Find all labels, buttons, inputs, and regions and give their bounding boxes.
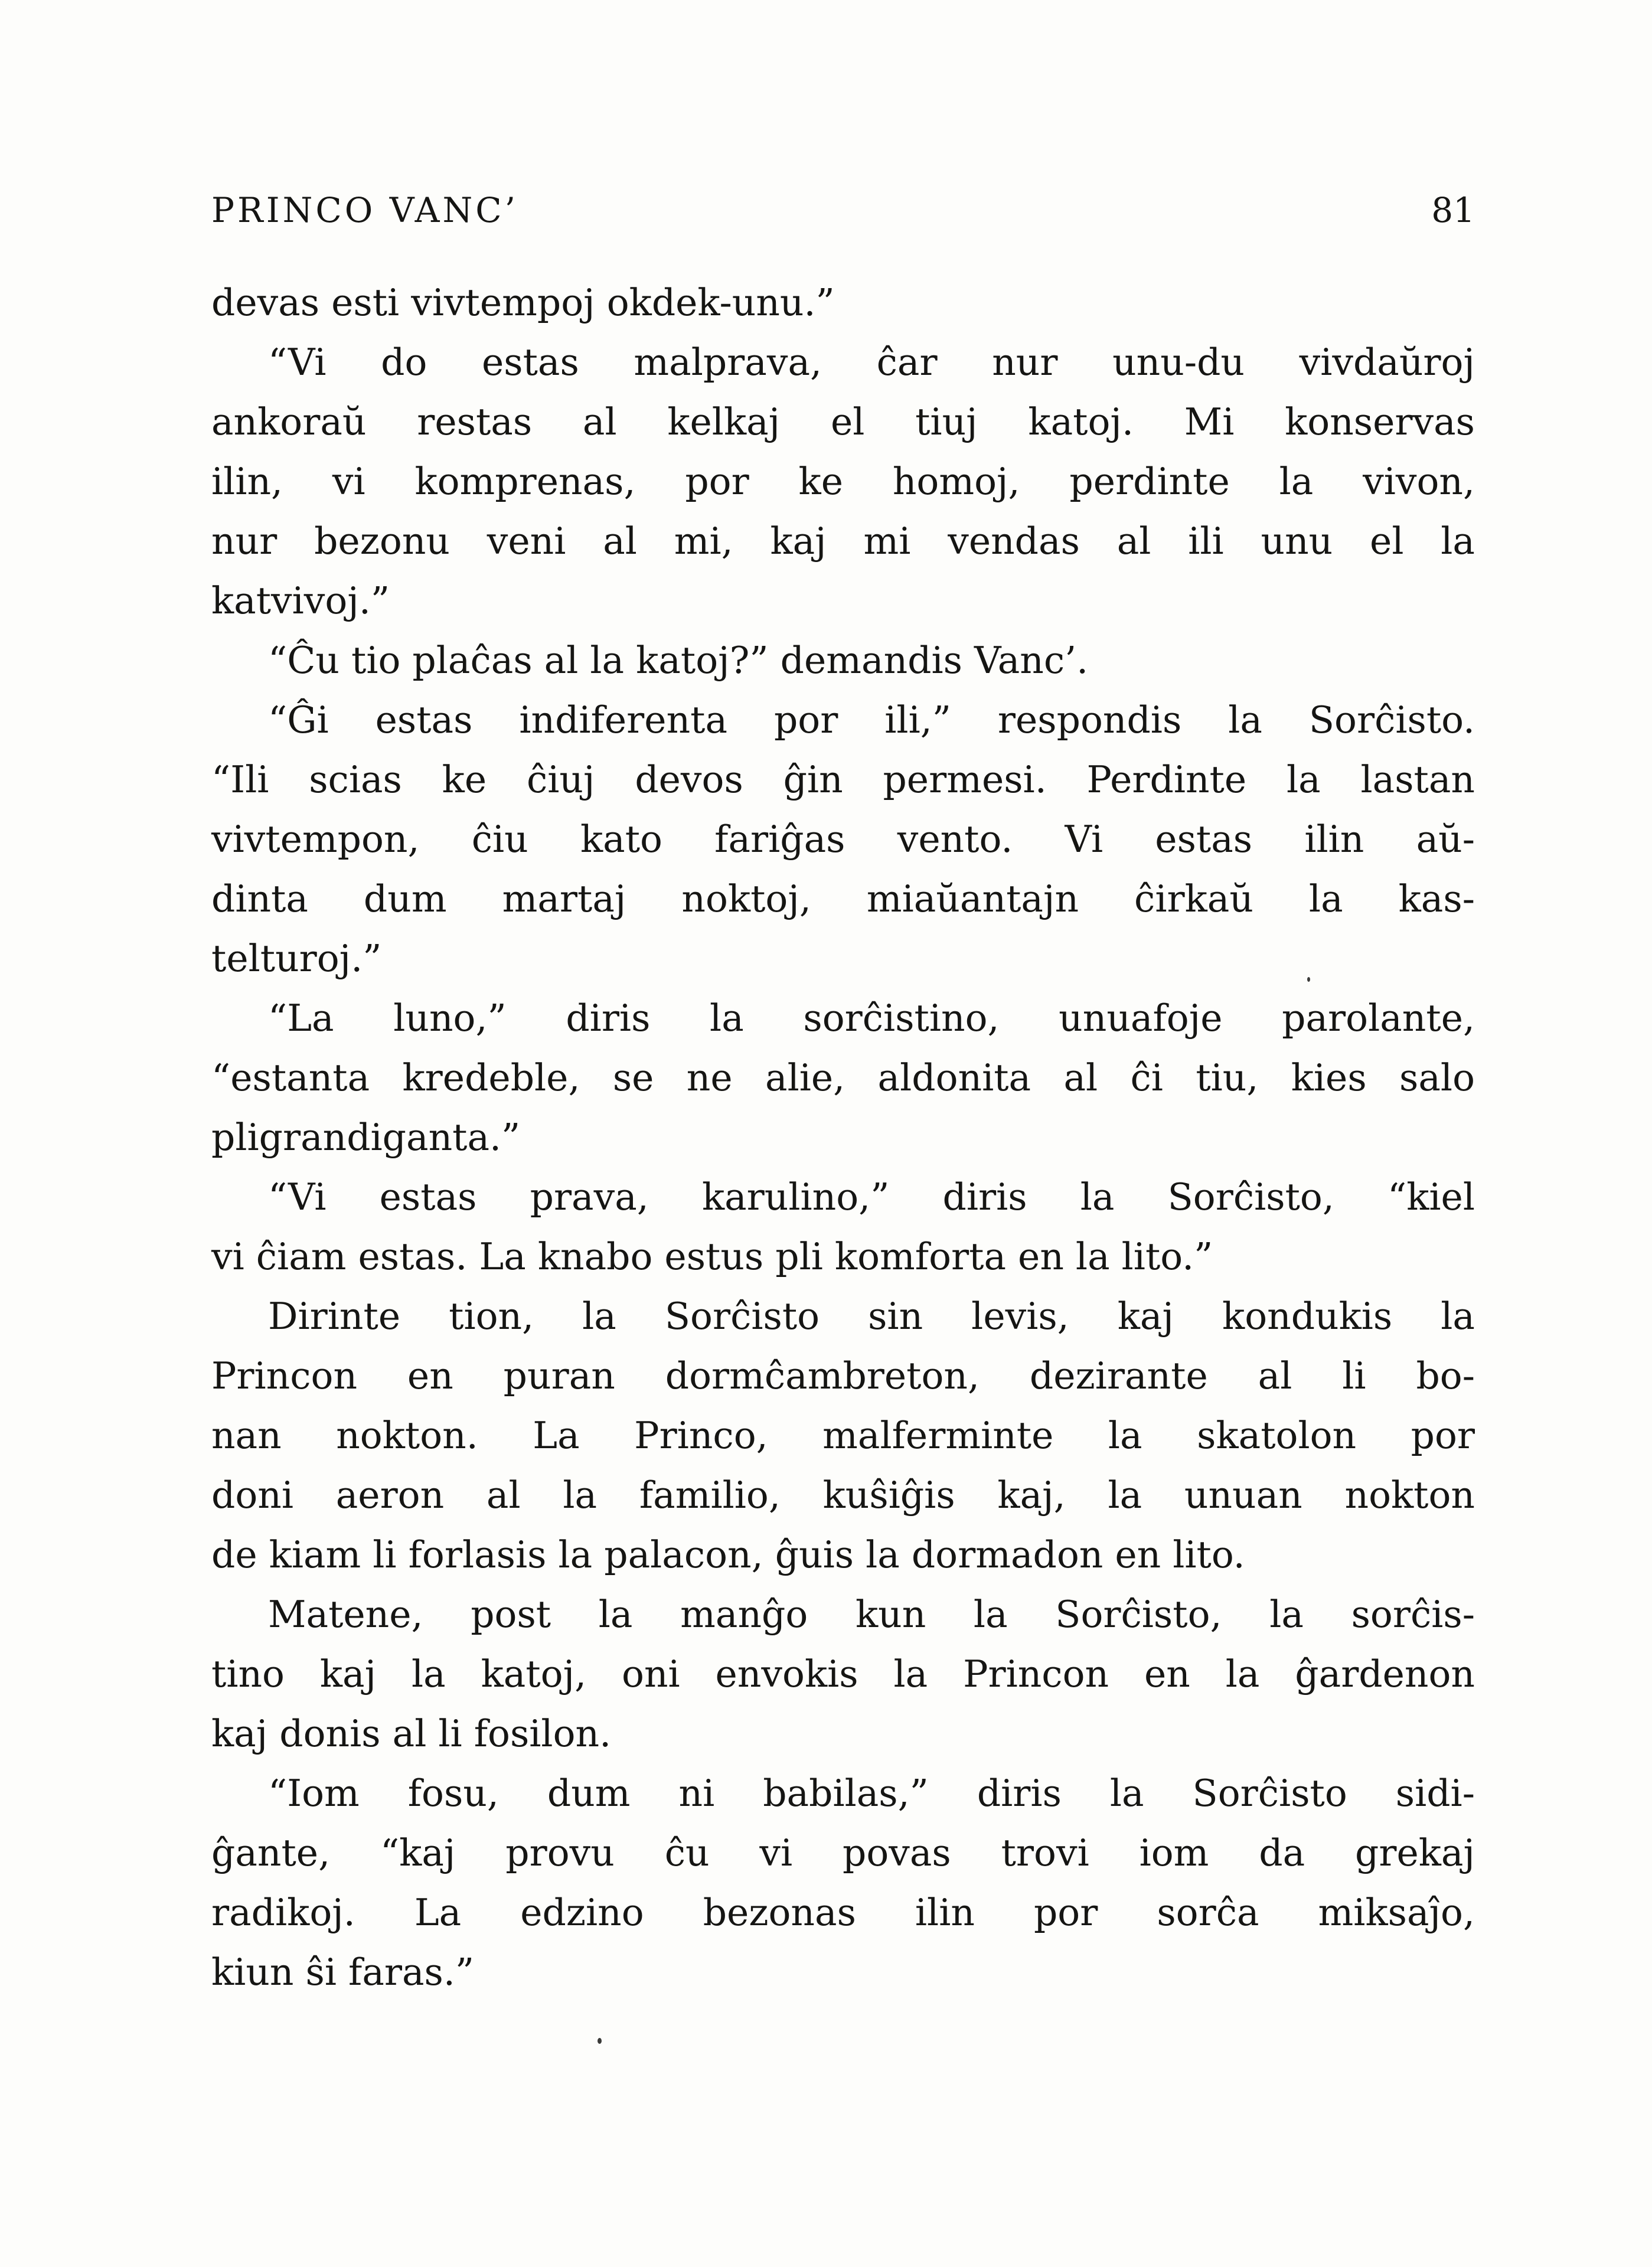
text-line: kiun ŝi faras.” bbox=[211, 1951, 475, 1994]
running-title: PRINCO VANC’ bbox=[211, 190, 519, 230]
text-line: dinta dum martaj noktoj, miaŭantajn ĉirkaŭ la kas- bbox=[211, 877, 1475, 920]
text-line: radikoj. La edzino bezonas ilin por sorĉa miksaĵo, bbox=[211, 1891, 1475, 1934]
text-line: “Vi estas prava, karulino,” diris la Sorĉisto, “kiel bbox=[268, 1175, 1475, 1219]
text-line: “Ili scias ke ĉiuj devos ĝin permesi. Perdinte la lastan bbox=[211, 758, 1475, 801]
text-line: Princon en puran dormĉambreton, dezirante al li bo- bbox=[211, 1354, 1475, 1397]
text-line: Matene, post la manĝo kun la Sorĉisto, la sorĉis- bbox=[268, 1593, 1475, 1636]
text-line: ilin, vi komprenas, por ke homoj, perdinte la vivon, bbox=[211, 460, 1475, 503]
text-line: “Vi do estas malprava, ĉar nur unu-du vivdaŭroj bbox=[268, 341, 1475, 384]
text-line: nur bezonu veni al mi, kaj mi vendas al ili unu el la bbox=[211, 520, 1475, 563]
text-line: nan nokton. La Princo, malferminte la skatolon por bbox=[211, 1414, 1475, 1457]
text-line: kaj donis al li fosilon. bbox=[211, 1712, 612, 1755]
ink-speck bbox=[598, 2038, 602, 2044]
text-line: ankoraŭ restas al kelkaj el tiuj katoj. Mi konservas bbox=[211, 400, 1475, 443]
text-line: doni aeron al la familio, kuŝiĝis kaj, la unuan nokton bbox=[211, 1474, 1475, 1517]
text-line: “Ĉu tio plaĉas al la katoj?” demandis Vanc’. bbox=[268, 639, 1089, 682]
text-line: “La luno,” diris la sorĉistino, unuafoje parolante, bbox=[268, 997, 1475, 1040]
text-line: telturoj.” bbox=[211, 937, 382, 980]
text-line: “estanta kredeble, se ne alie, aldonita al ĉi tiu, kies salo bbox=[211, 1056, 1475, 1099]
page-header bbox=[211, 190, 1475, 230]
text-line: devas esti vivtempoj okdek-unu.” bbox=[211, 281, 835, 324]
text-line: ĝante, “kaj provu ĉu vi povas trovi iom da grekaj bbox=[211, 1831, 1475, 1874]
text-line: “Iom fosu, dum ni babilas,” diris la Sorĉisto sidi- bbox=[268, 1772, 1475, 1815]
text-line: tino kaj la katoj, oni envokis la Princon en la ĝardenon bbox=[211, 1652, 1475, 1696]
text-line: pligrandiganta.” bbox=[211, 1116, 521, 1159]
ink-speck bbox=[1307, 977, 1310, 982]
text-line: katvivoj.” bbox=[211, 579, 390, 622]
page-body bbox=[211, 273, 1475, 2002]
text-line: vi ĉiam estas. La knabo estus pli komforta en la lito.” bbox=[211, 1235, 1213, 1278]
text-line: de kiam li forlasis la palacon, ĝuis la dormadon en lito. bbox=[211, 1533, 1245, 1576]
text-line: Dirinte tion, la Sorĉisto sin levis, kaj kondukis la bbox=[268, 1295, 1475, 1338]
text-line: vivtempon, ĉiu kato fariĝas vento. Vi estas ilin aŭ- bbox=[211, 818, 1475, 861]
page-number: 81 bbox=[1431, 190, 1475, 230]
text-line: “Ĝi estas indiferenta por ili,” respondis la Sorĉisto. bbox=[268, 698, 1475, 741]
